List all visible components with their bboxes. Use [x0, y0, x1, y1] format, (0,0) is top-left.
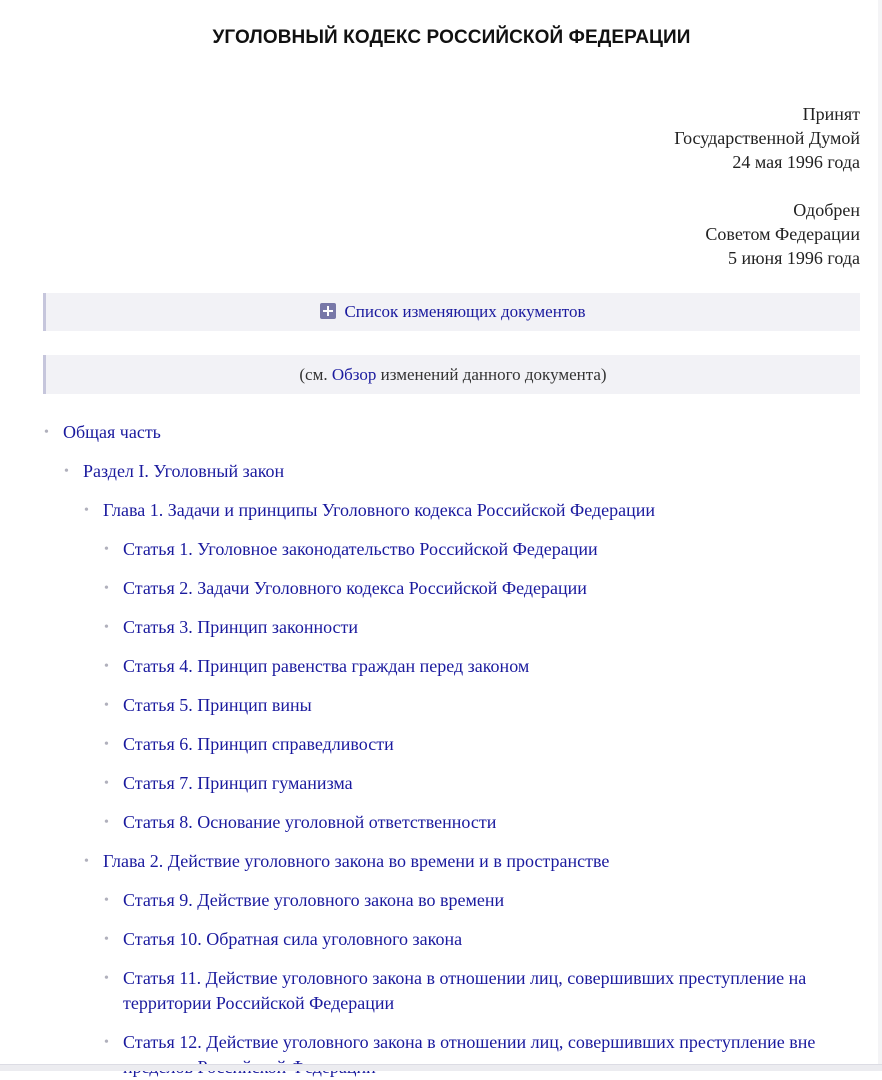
toc-article[interactable]	[43, 615, 860, 640]
toc-article[interactable]	[43, 732, 860, 757]
bullet-icon: •	[84, 854, 89, 869]
toc-article-label[interactable]: Статья 12. Действие уголовного закона в отношении лиц, совершивших преступление вне	[123, 1032, 816, 1052]
scroll-edge	[878, 0, 882, 1065]
approved-block	[43, 198, 860, 270]
toc-chapter-1[interactable]	[43, 498, 860, 523]
bullet-icon: •	[64, 464, 69, 479]
bullet-icon: •	[44, 425, 49, 440]
amendments-box[interactable]	[43, 293, 860, 331]
review-box	[43, 355, 860, 394]
toc-article[interactable]	[43, 693, 860, 718]
approved-line-3: 5 июня 1996 года	[727, 248, 860, 268]
toc-article-label[interactable]: Статья 11. Действие уголовного закона в отношении лиц, совершивших преступление на территории Российской Федерации	[123, 968, 807, 1013]
bullet-icon: •	[104, 1035, 109, 1050]
toc-article[interactable]	[43, 537, 860, 562]
adopted-block	[43, 102, 860, 174]
review-suffix: изменений данного документа)	[376, 365, 607, 384]
amendments-link[interactable]: Список изменяющих документов	[344, 302, 586, 321]
bullet-icon: •	[104, 581, 109, 596]
toc-section-label[interactable]: Раздел I. Уголовный закон	[83, 461, 285, 481]
toc-article[interactable]	[43, 888, 860, 913]
approved-line-1: Одобрен	[793, 200, 860, 220]
bullet-icon: •	[104, 815, 109, 830]
bullet-icon: •	[104, 620, 109, 635]
toc-article-label[interactable]: Статья 6. Принцип справедливости	[123, 734, 394, 754]
toc-article[interactable]	[43, 576, 860, 601]
toc-article[interactable]	[43, 927, 860, 952]
adopted-line-3: 24 мая 1996 года	[732, 152, 860, 172]
toc-section-1[interactable]	[43, 459, 860, 484]
plus-square-icon[interactable]	[320, 303, 336, 319]
document-title: УГОЛОВНЫЙ КОДЕКС РОССИЙСКОЙ ФЕДЕРАЦИИ	[212, 27, 691, 48]
bullet-icon: •	[104, 698, 109, 713]
table-of-contents	[43, 420, 860, 1080]
bullet-icon: •	[104, 932, 109, 947]
toc-article[interactable]	[43, 810, 860, 835]
toc-article[interactable]	[43, 771, 860, 796]
bullet-icon: •	[104, 971, 109, 986]
toc-article-label[interactable]: Статья 1. Уголовное законодательство Российской Федерации	[123, 539, 598, 559]
toc-article-label[interactable]: Статья 8. Основание уголовной ответственности	[123, 812, 497, 832]
toc-chapter-label[interactable]: Глава 2. Действие уголовного закона во времени и в пространстве	[103, 851, 610, 871]
horizontal-scrollbar[interactable]	[0, 1064, 882, 1071]
toc-chapter-label[interactable]: Глава 1. Задачи и принципы Уголовного кодекса Российской Федерации	[103, 500, 655, 520]
toc-article-label[interactable]: Статья 3. Принцип законности	[123, 617, 359, 637]
bullet-icon: •	[104, 893, 109, 908]
review-prefix: (см.	[299, 365, 332, 384]
toc-article-label[interactable]: Статья 10. Обратная сила уголовного закона	[123, 929, 463, 949]
toc-article-label[interactable]: Статья 2. Задачи Уголовного кодекса Российской Федерации	[123, 578, 587, 598]
bullet-icon: •	[104, 659, 109, 674]
toc-article[interactable]	[43, 654, 860, 679]
adopted-line-1: Принят	[802, 104, 860, 124]
toc-chapter-2[interactable]	[43, 849, 860, 874]
toc-article-label[interactable]: Статья 9. Действие уголовного закона во времени	[123, 890, 505, 910]
toc-part-general[interactable]	[43, 420, 860, 445]
bullet-icon: •	[104, 776, 109, 791]
document-page	[43, 0, 860, 1080]
approved-line-2: Советом Федерации	[705, 224, 860, 244]
toc-part-label[interactable]: Общая часть	[63, 422, 161, 442]
bullet-icon: •	[104, 737, 109, 752]
bullet-icon: •	[104, 542, 109, 557]
toc-article-label[interactable]: Статья 4. Принцип равенства граждан перед законом	[123, 656, 530, 676]
bullet-icon: •	[84, 503, 89, 518]
toc-article-label[interactable]: Статья 7. Принцип гуманизма	[123, 773, 353, 793]
review-link[interactable]: Обзор	[331, 365, 377, 384]
adopted-line-2: Государственной Думой	[674, 128, 860, 148]
adoption-info	[43, 102, 860, 270]
toc-article[interactable]	[43, 1030, 860, 1080]
toc-article[interactable]	[43, 966, 860, 1016]
toc-article-label[interactable]: Статья 5. Принцип вины	[123, 695, 312, 715]
